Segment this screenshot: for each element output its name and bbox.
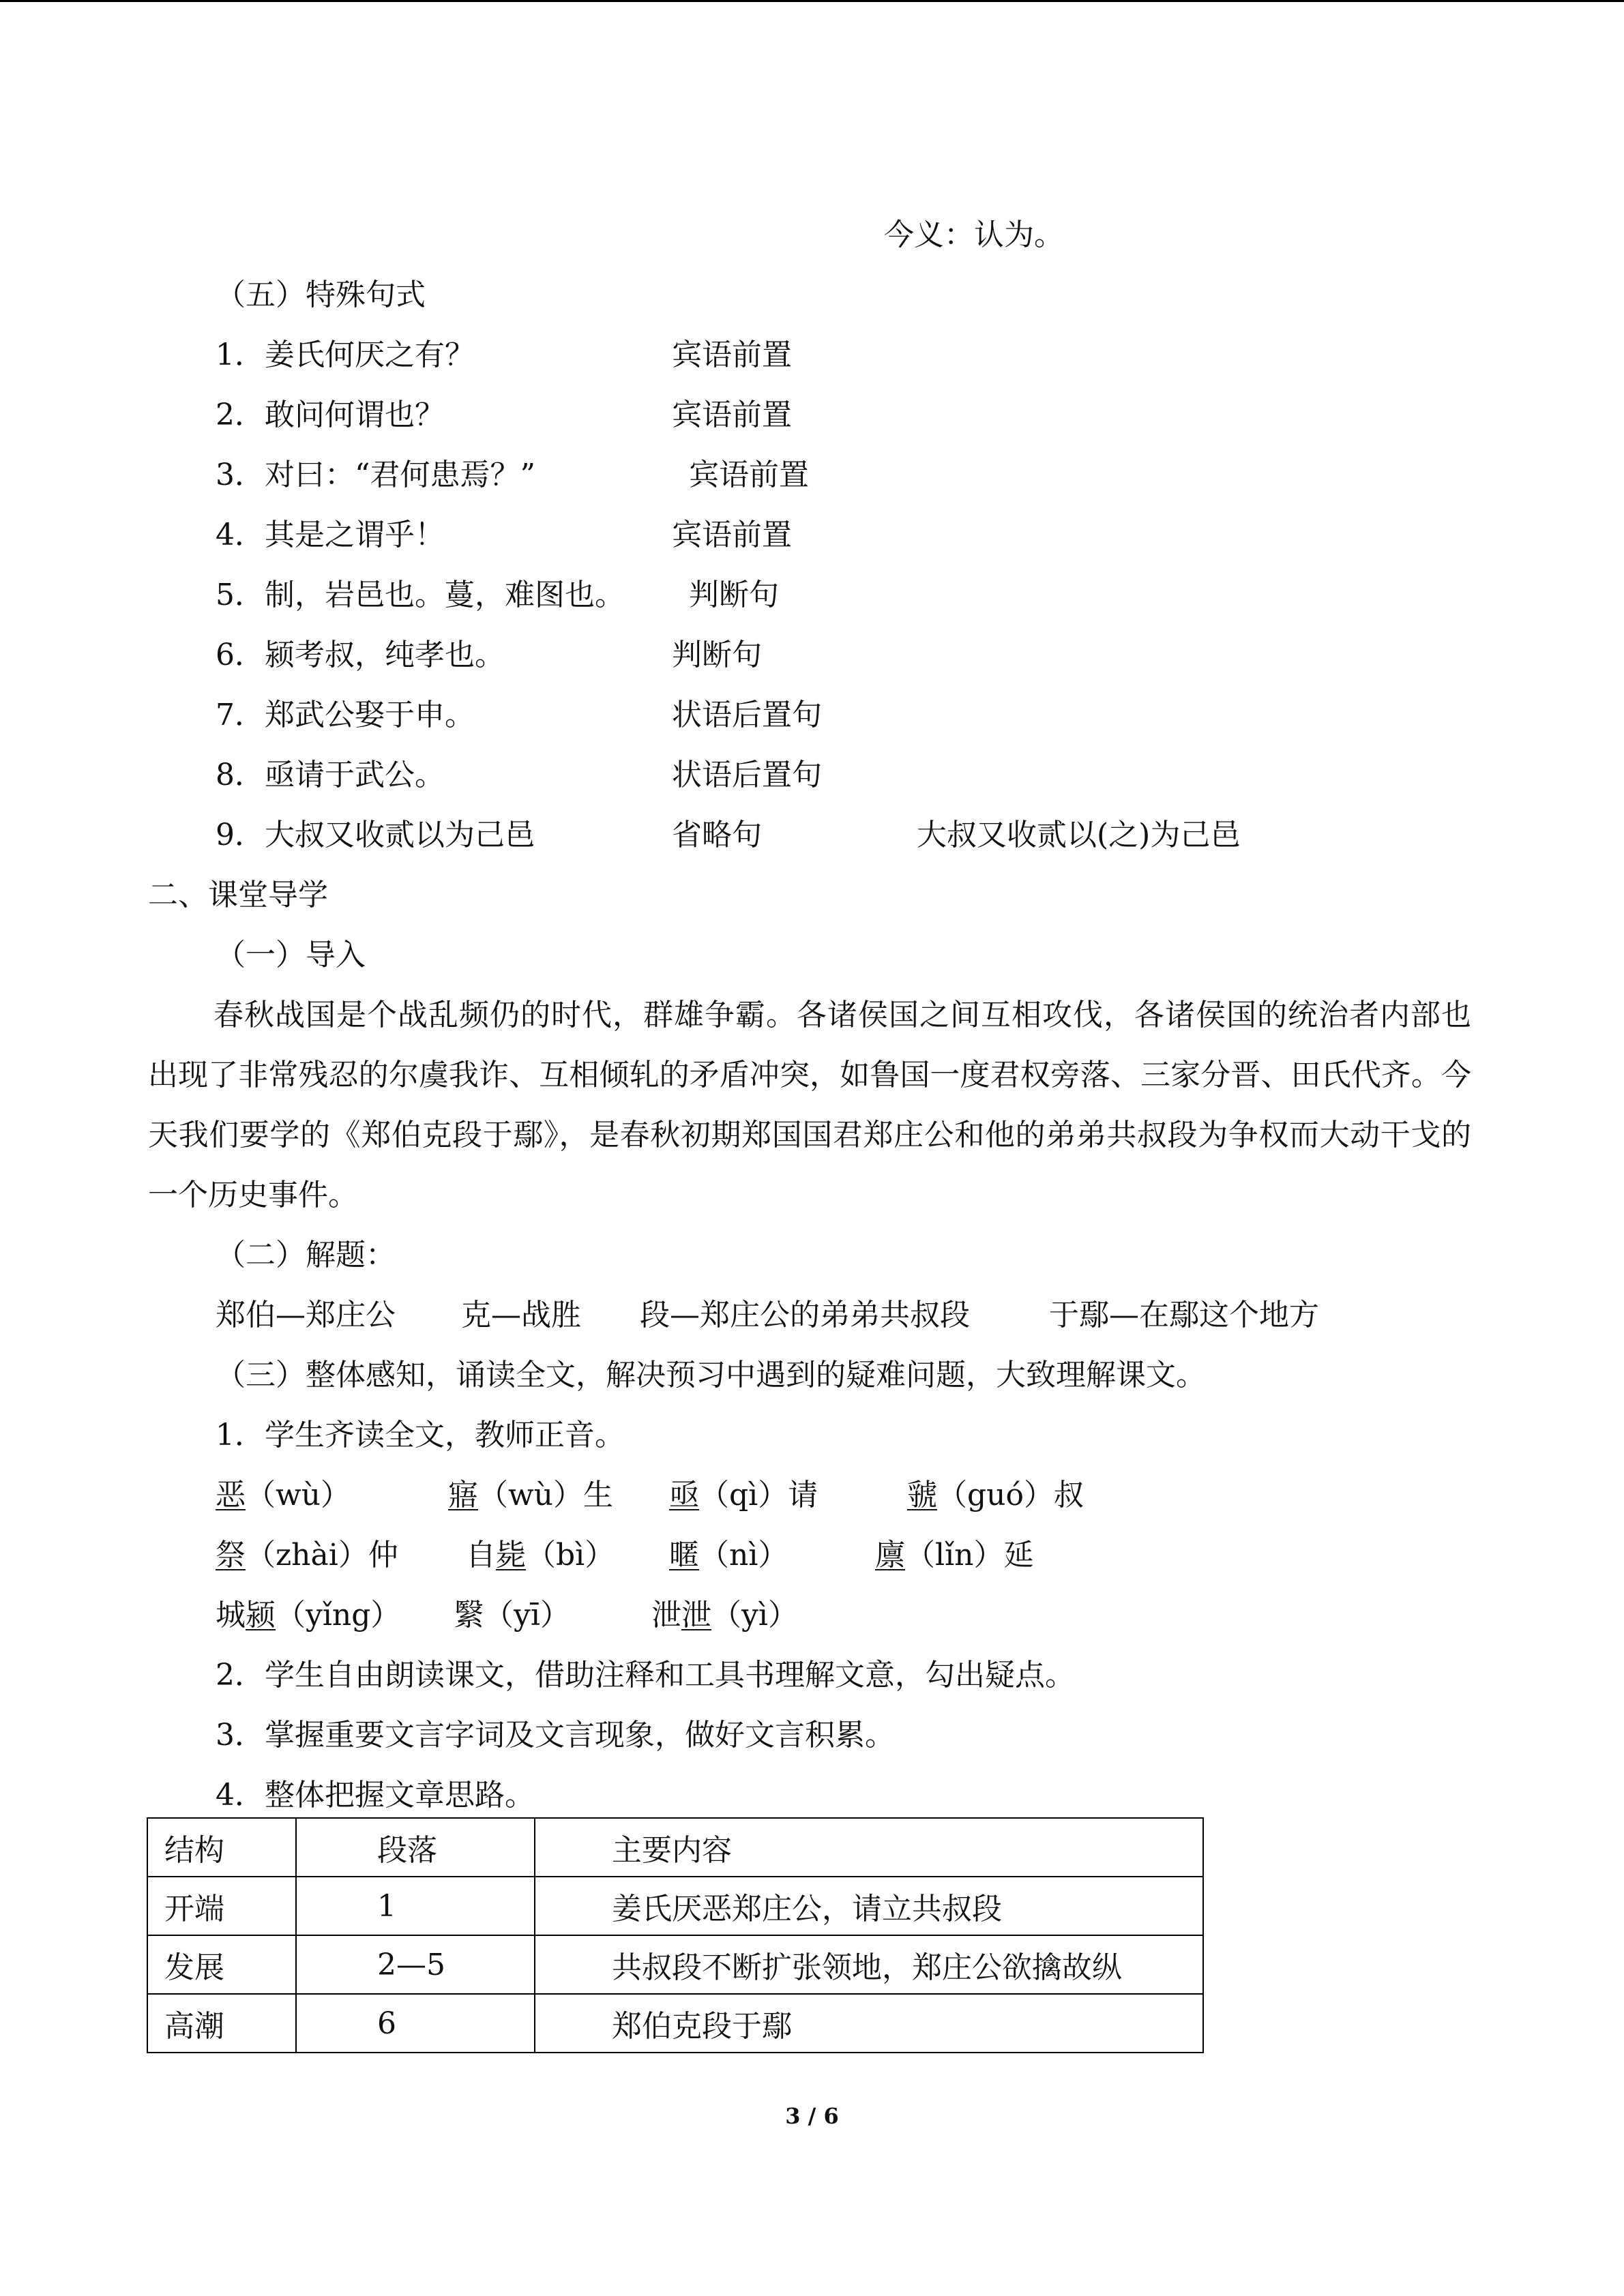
pinyin-item: 城颍（yǐng）: [216, 1598, 401, 1632]
pinyin-item: 亟（qì）请: [669, 1478, 818, 1512]
pinyin-item: 虢（guó）叔: [907, 1478, 1084, 1512]
underlined-char: 毙: [496, 1538, 526, 1572]
table-cell: 郑伯克段于鄢: [535, 1994, 1203, 2053]
pinyin-item: 繄（yī）: [454, 1598, 570, 1632]
sentence-item-9: [216, 815, 535, 856]
top-line-text: 今义：认为。: [884, 218, 1064, 252]
item-number: 7．: [216, 698, 265, 732]
underlined-char: 颍: [246, 1598, 276, 1632]
pinyin-item: 泄泄（yì）: [651, 1598, 798, 1632]
item-text: 颍考叔，纯孝也。: [265, 638, 505, 672]
item-text: 其是之谓乎！: [265, 518, 445, 552]
top-border-line: [0, 0, 1624, 2]
pinyin-item: 寤（wù）生: [448, 1478, 613, 1512]
table-row: [147, 1877, 1203, 1935]
underlined-char: 寤: [448, 1478, 478, 1512]
item-text: 制，岩邑也。蔓，难图也。: [265, 578, 625, 612]
sentence-item-8: [216, 755, 445, 796]
item-text: 对曰：“君何患焉？”: [265, 458, 535, 492]
table-cell: 6: [296, 1994, 535, 2053]
sentence-type-2: 宾语前置: [672, 398, 792, 432]
sentence-item-7: [216, 695, 475, 736]
sentence-type-8: 状语后置句: [672, 758, 822, 792]
pinyin-item: 恶（wù）: [216, 1478, 351, 1512]
sentence-type-5: 判断句: [689, 578, 779, 612]
item-number: 4．: [216, 518, 265, 552]
sentence-type-3: 宾语前置: [689, 458, 809, 492]
table-header-cell: 主要内容: [535, 1818, 1203, 1877]
table-header-cell: 段落: [296, 1818, 535, 1877]
item-number: 3．: [216, 458, 265, 492]
sentence-type-7: 状语后置句: [672, 698, 822, 732]
table-cell: 共叔段不断扩张领地，郑庄公欲擒故纵: [535, 1935, 1203, 1994]
sentence-item-2: [216, 395, 445, 436]
section-heading-classroom: 二、课堂导学: [148, 878, 328, 912]
sentence-type-1: 宾语前置: [672, 338, 792, 372]
section-heading-special-sentences: （五）特殊句式: [216, 278, 426, 312]
sentence-item-1: [216, 335, 475, 376]
title-explanation-3: 段—郑庄公的弟弟共叔段: [640, 1298, 970, 1332]
title-explanation-1: 郑伯—郑庄公: [216, 1298, 396, 1332]
underlined-char: 廪: [875, 1538, 905, 1572]
title-explanation-4: 于鄢—在鄢这个地方: [1049, 1298, 1319, 1332]
page-number: 3 / 6: [785, 2103, 839, 2129]
structure-table: [147, 1817, 1204, 2053]
table-cell: 开端: [147, 1877, 296, 1935]
underlined-char: 泄: [681, 1598, 711, 1632]
step-2-text: 2．学生自由朗读课文，借助注释和工具书理解文意，勾出疑点。: [216, 1658, 1075, 1693]
item-number: 1．: [216, 338, 265, 372]
item-text: 大叔又收贰以为己邑: [265, 818, 535, 852]
pinyin-item: 祭（zhài）仲: [216, 1538, 398, 1572]
pinyin-item: 廪（lǐn）延: [875, 1538, 1034, 1572]
item-text: 郑武公娶于申。: [265, 698, 475, 732]
introduction-paragraph: 春秋战国是个战乱频仍的时代，群雄争霸。各诸侯国之间互相攻伐，各诸侯国的统治者内部也出现了非常残忍的尔虞我诈、互相倾轧的矛盾冲突，如鲁国一度君权旁落、三家分晋、田氏代齐。今天我们要学的《郑伯克段于鄢》，是春秋初期郑国国君郑庄公和他的弟弟共叔段为争权而大动干戈的一个历史事件。: [148, 998, 1471, 1212]
sentence-item-5: [216, 575, 625, 616]
underlined-char: 亟: [669, 1478, 699, 1512]
item-number: 6．: [216, 638, 265, 672]
pinyin-item: 自毙（bì）: [466, 1538, 615, 1572]
table-header-row: [147, 1818, 1203, 1877]
item-number: 5．: [216, 578, 265, 612]
table-cell: 发展: [147, 1935, 296, 1994]
sentence-item-6: [216, 635, 505, 676]
sentence-note-9: 大叔又收贰以(之)为己邑: [917, 818, 1241, 852]
item-number: 9．: [216, 818, 265, 852]
sentence-item-4: [216, 515, 445, 556]
sentence-type-9: 省略句: [672, 818, 762, 852]
item-text: 姜氏何厌之有？: [265, 338, 475, 372]
sentence-type-4: 宾语前置: [672, 518, 792, 552]
underlined-char: 暱: [669, 1538, 699, 1572]
sentence-type-6: 判断句: [672, 638, 762, 672]
step-4-text: 4．整体把握文章思路。: [216, 1778, 535, 1813]
table-cell: 2—5: [296, 1935, 535, 1994]
table-header-cell: 结构: [147, 1818, 296, 1877]
table-cell: 姜氏厌恶郑庄公，请立共叔段: [535, 1877, 1203, 1935]
pinyin-item: 暱（nì）: [669, 1538, 788, 1572]
underlined-char: 祭: [216, 1538, 246, 1572]
table-cell: 高潮: [147, 1994, 296, 2053]
item-text: 敢问何谓也？: [265, 398, 445, 432]
subheading-introduction: （一）导入: [216, 938, 366, 972]
table-row: [147, 1994, 1203, 2053]
table-cell: 1: [296, 1877, 535, 1935]
step-3-text: 3．掌握重要文言字词及文言现象，做好文言积累。: [216, 1718, 895, 1753]
step-1-text: 1．学生齐读全文，教师正音。: [216, 1418, 625, 1452]
item-number: 2．: [216, 398, 265, 432]
item-number: 8．: [216, 758, 265, 792]
sentence-item-3: [216, 455, 535, 496]
title-explanation-2: 克—战胜: [461, 1298, 581, 1332]
subheading-overall-perception: （三）整体感知，诵读全文，解决预习中遇到的疑难问题，大致理解课文。: [216, 1358, 1206, 1392]
underlined-char: 恶: [216, 1478, 246, 1512]
item-text: 亟请于武公。: [265, 758, 445, 792]
subheading-title-explanation: （二）解题：: [216, 1238, 396, 1272]
underlined-char: 虢: [907, 1478, 937, 1512]
table-row: [147, 1935, 1203, 1994]
